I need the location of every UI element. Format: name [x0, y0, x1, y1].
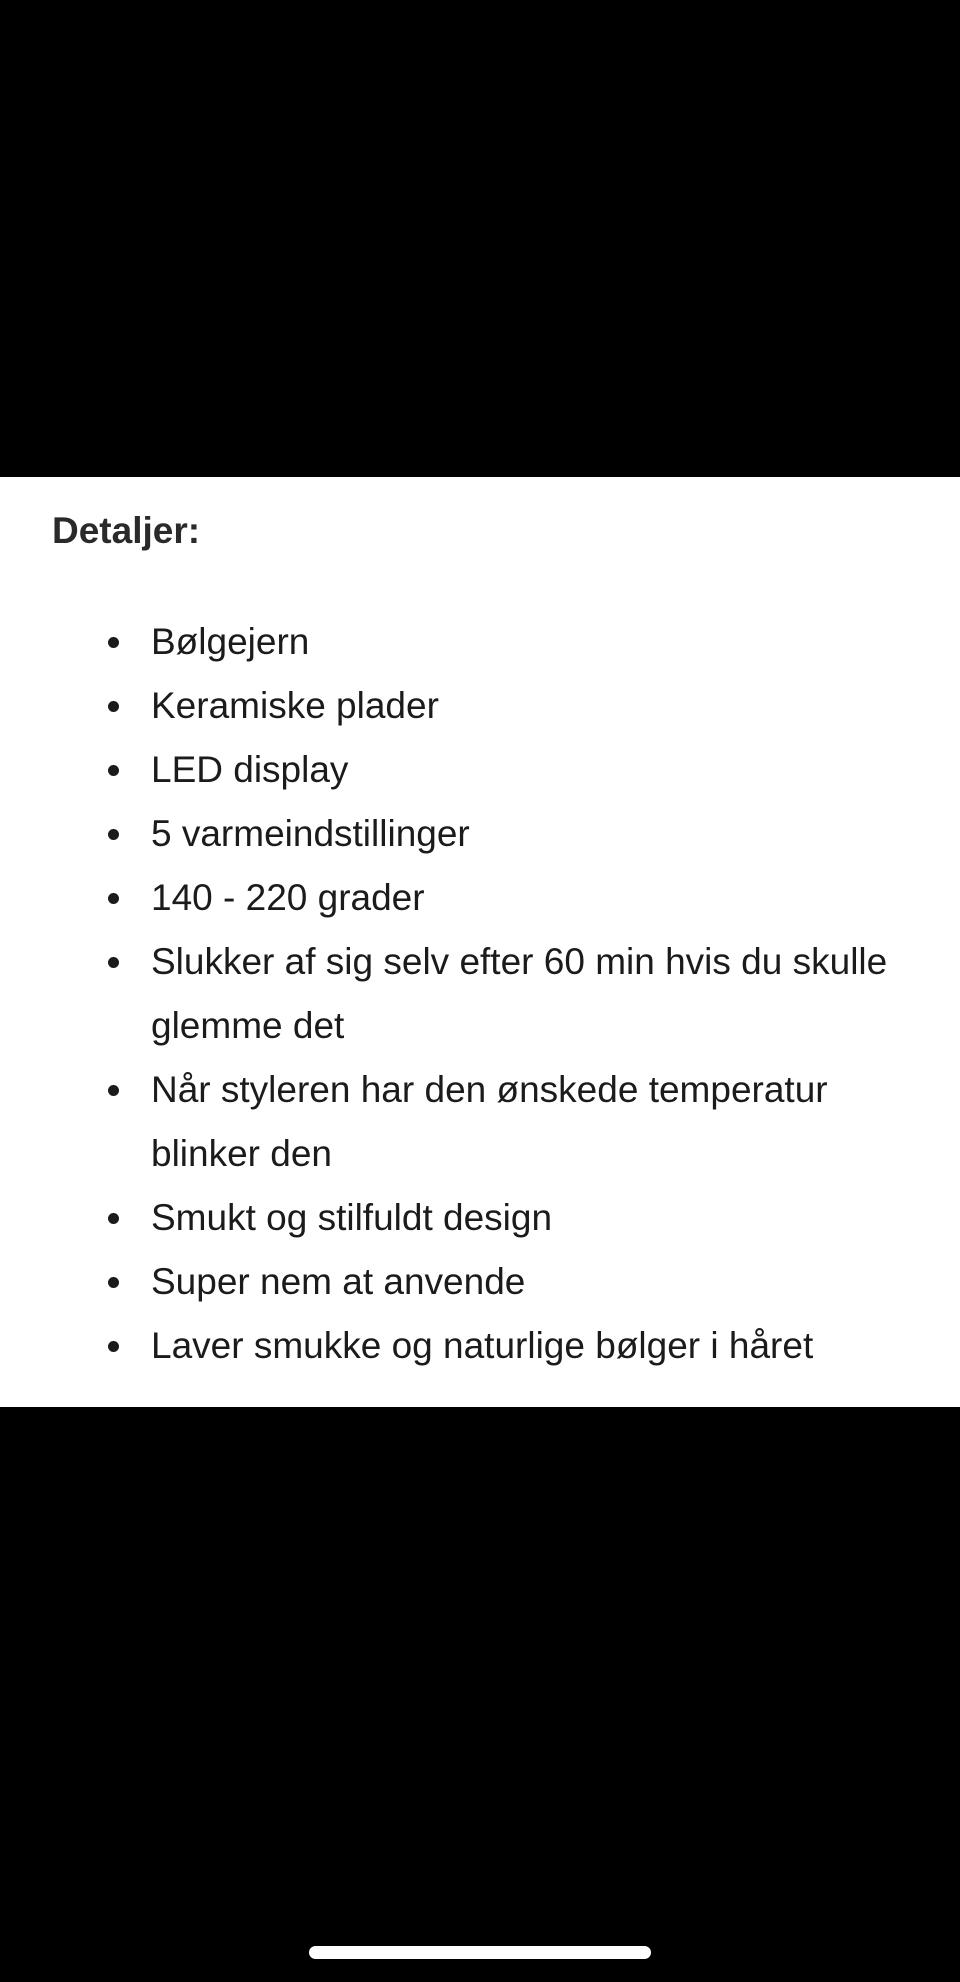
feature-text: Bølgejern [151, 621, 310, 662]
feature-item [0, 866, 960, 930]
feature-text: Slukker af sig selv efter 60 min hvis du skulle glemme det [151, 941, 888, 1046]
feature-text: Keramiske plader [151, 685, 439, 726]
feature-item [0, 738, 960, 802]
bullet-icon [108, 1341, 119, 1352]
feature-text: Når styleren har den ønskede temperatur blinker den [151, 1069, 828, 1174]
bullet-icon [108, 765, 119, 776]
feature-text: 5 varmeindstillinger [151, 813, 470, 854]
bullet-icon [108, 893, 119, 904]
product-details-panel [0, 477, 960, 1407]
bullet-icon [108, 957, 119, 968]
bullet-icon [108, 637, 119, 648]
home-indicator[interactable] [309, 1946, 651, 1959]
bottom-black-area [0, 1407, 960, 1982]
bullet-icon [108, 701, 119, 712]
feature-text: LED display [151, 749, 349, 790]
bullet-icon [108, 1277, 119, 1288]
feature-item [0, 1314, 960, 1378]
details-heading: Detaljer: [52, 510, 201, 551]
feature-text: Super nem at anvende [151, 1261, 526, 1302]
feature-text: Laver smukke og naturlige bølger i håret [151, 1325, 814, 1366]
feature-item [0, 1250, 960, 1314]
bullet-icon [108, 1085, 119, 1096]
feature-item [0, 674, 960, 738]
bullet-icon [108, 1213, 119, 1224]
bullet-icon [108, 829, 119, 840]
feature-item [0, 610, 960, 674]
feature-item [0, 930, 960, 1058]
feature-item [0, 802, 960, 866]
feature-list [0, 610, 960, 1378]
feature-item [0, 1058, 960, 1186]
feature-text: 140 - 220 grader [151, 877, 425, 918]
feature-text: Smukt og stilfuldt design [151, 1197, 553, 1238]
top-black-area [0, 0, 960, 477]
feature-item [0, 1186, 960, 1250]
